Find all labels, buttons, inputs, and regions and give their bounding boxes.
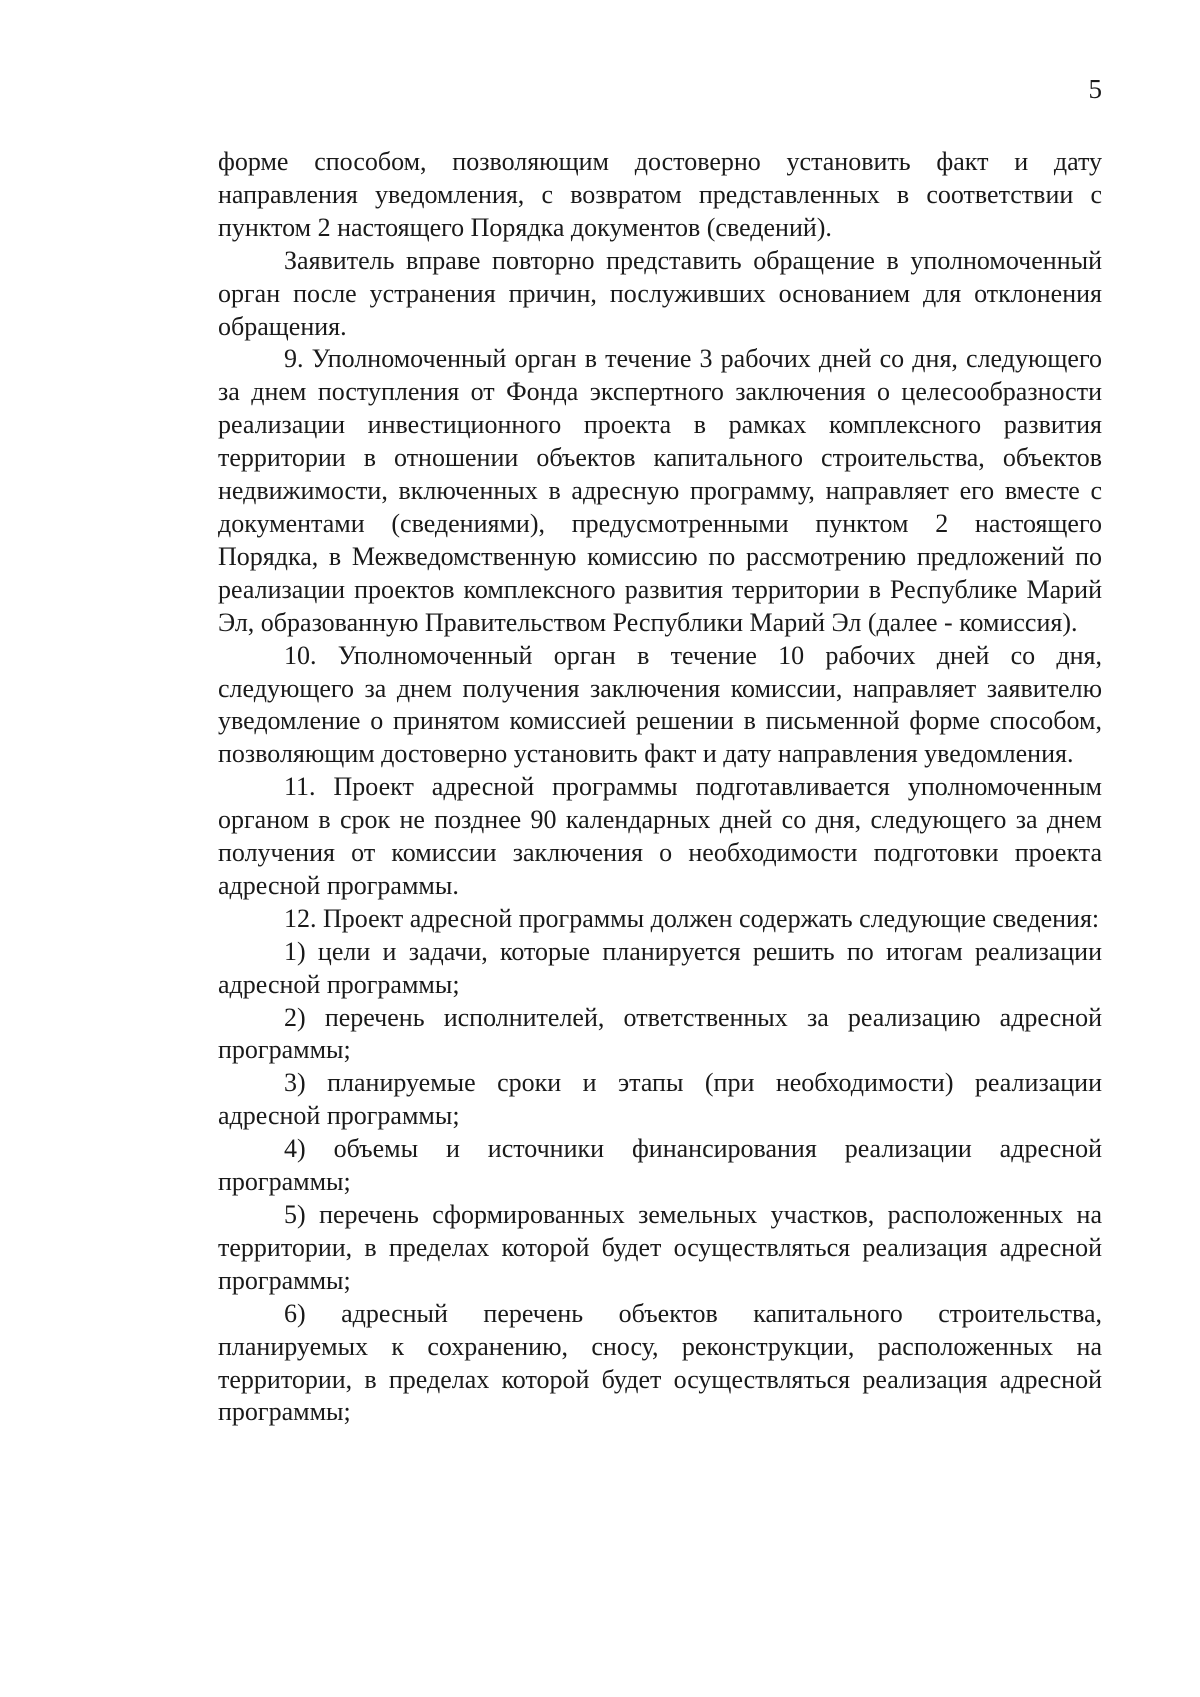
list-item-4: 4) объемы и источники финансирования реализации адресной программы; [218,1134,1102,1197]
list-item-2: 2) перечень исполнителей, ответственных за реализацию адресной программы; [218,1002,1102,1065]
paragraph-item-9: 9. Уполномоченный орган в течение 3 рабочих дней со дня, следующего за днем поступления от Фонда экспертного заключения о целесообразности реализации инвестиционного проекта в рамках комплексного развития территории в отношении объектов капитального строительства, объектов недвижимости, включенных в адресную программу, направляет его вместе с документами (сведениями), предусмотренными пунктом 2 настоящего Порядка, в Межведомственную комиссию по рассмотрению предложений по реализации проектов комплексного развития территории в Республике Марий Эл, образованную Правительством Республики Марий Эл (далее - комиссия). [218,344,1102,637]
paragraph-item-10: 10. Уполномоченный орган в течение 10 рабочих дней со дня, следующего за днем получения заключения комиссии, направляет заявителю уведомление о принятом комиссией решении в письменной форме способом, позволяющим достоверно установить факт и дату направления уведомления. [218,640,1102,769]
paragraph-item-11: 11. Проект адресной программы подготавливается уполномоченным органом в срок не позднее 90 календарных дней со дня, следующего за днем получения от комиссии заключения о необходимости подготовки проекта адресной программы. [218,772,1102,900]
list-item-3: 3) планируемые сроки и этапы (при необходимости) реализации адресной программы; [218,1068,1102,1131]
paragraph-continuation: форме способом, позволяющим достоверно установить факт и дату направления уведомления, с возвратом представленных в соответствии с пунктом 2 настоящего Порядка документов (сведений). [218,147,1102,242]
paragraph-applicant-resubmit: Заявитель вправе повторно представить обращение в уполномоченный орган после устранения причин, послуживших основанием для отклонения обращения. [218,245,1102,341]
list-item-1: 1) цели и задачи, которые планируется решить по итогам реализации адресной программы; [218,936,1102,999]
list-item-5: 5) перечень сформированных земельных участков, расположенных на территории, в пределах которой будет осуществляться реализация адресной программы; [218,1200,1102,1295]
paragraph-item-12: 12. Проект адресной программы должен содержать следующие сведения: [284,903,1100,933]
page-number: 5 [1088,74,1102,104]
document-body [218,146,1102,1429]
list-item-6: 6) адресный перечень объектов капитального строительства, планируемых к сохранению, сносу, реконструкции, расположенных на территории, в пределах которой будет осуществляться реализация адресной программы; [218,1298,1102,1427]
